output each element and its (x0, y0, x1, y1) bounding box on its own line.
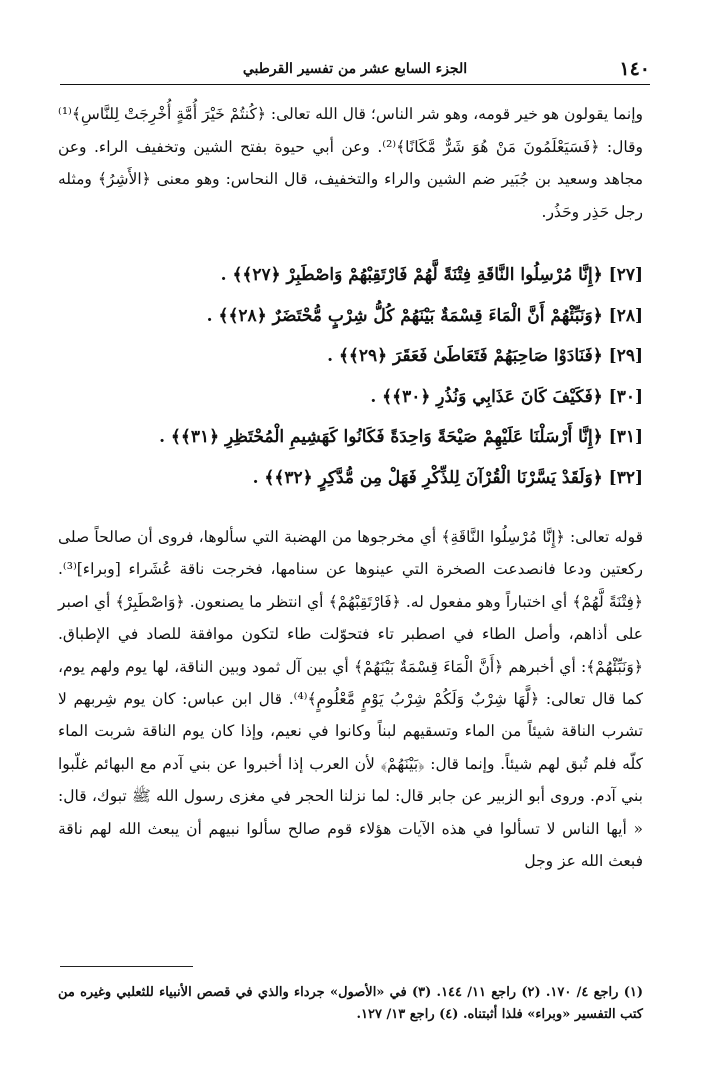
page-number: ١٤٠ (619, 58, 650, 80)
verse-28: [٢٨] ﴿وَنَبِّئْهُمْ أَنَّ الْمَاءَ قِسْمَةٌ بَيْنَهُمْ كُلُّ شِرْبٍ مُّحْتَضَرٌ ﴿٢٨﴾﴾ . (206, 305, 643, 326)
intro-paragraph: وإنما يقولون هو خير قومه، وهو شر الناس؛ قال الله تعالى: ﴿كُنتُمْ خَيْرَ أُمَّةٍ أُخْرِجَتْ لِلنَّاسِ﴾⁽¹⁾ وقال: ﴿فَسَيَعْلَمُونَ مَنْ هُوَ شَرٌّ مَّكَانًا﴾⁽²⁾. وعن أبي حيوة بفتح الشين وتخفيف الراء. وعن مجاهد وسعيد بن جُبَير ضم الشين والراء والتخفيف، قال النحاس: وهو معنى ﴿الأَشِرُ﴾ ومثله رجل حَذِر وحَذُر. (58, 105, 643, 221)
verse-27: [٢٧] ﴿إِنَّا مُرْسِلُوا النَّاقَةِ فِتْنَةً لَّهُمْ فَارْتَقِبْهُمْ وَاصْطَبِرْ ﴿٢٧﴾﴾ . (220, 265, 643, 285)
commentary-paragraph: قوله تعالى: ﴿إِنَّا مُرْسِلُوا النَّاقَةِ﴾ أي مخرجوها من الهضبة التي سألوها، فروى أن صالحاً صلى ركعتين ودعا فانصدعت الصخرة التي عينوها عن سنامها، فخرجت ناقة عُشَراء [وبراء]⁽³⁾. ﴿فِتْنَةً لَّهُمْ﴾ أي اختباراً وهو مفعول له. ﴿فَارْتَقِبْهُمْ﴾ أي انتظر ما يصنعون. ﴿وَاصْطَبِرْ﴾ أي اصبر على أذاهم، وأصل الطاء في اصطبر تاء فتحوّلت طاء لتكون موافقة للصاد في الإطباق. ﴿وَنَبِّئْهُمْ﴾: أي أخبرهم ﴿أَنَّ الْمَاءَ قِسْمَةٌ بَيْنَهُمْ﴾ أي بين آل ثمود وبين الناقة، لها يوم ولهم يوم، كما قال تعالى: ﴿لَّهَا شِرْبٌ وَلَكُمْ شِرْبُ يَوْمٍ مَّعْلُومٍ﴾⁽⁴⁾. قال ابن عباس: كان يوم شِربهم لا تشرب الناقة شيئاً من الماء وتسقيهم لبناً وكانوا في نعيم، وإذا كان يوم الناقة شربت الماء كلّه فلم تُبق لهم شيئاً. وإنما قال: ﴿بَيْنَهُمْ﴾ لأن العرب إذا أخبروا عن بني آدم مع البهائم غلّبوا بني آدم. وروى أبو الزبير عن جابر قال: لما نزلنا الحجر في مغزى رسول الله ﷺ تبوك، قال: « أيها الناس لا تسألوا في هذه الآيات هؤلاء قوم صالح سألوا نبيهم أن يبعث الله لهم ناقة فبعث الله عز وجل (58, 528, 644, 871)
running-head: الجزء السابع عشر من تفسير القرطبي (242, 61, 468, 77)
footnote-separator (60, 966, 193, 967)
verse-list (58, 255, 643, 498)
page-header (60, 58, 650, 85)
verse-29: [٢٩] ﴿فَنَادَوْا صَاحِبَهُمْ فَتَعَاطَىٰ فَعَقَرَ ﴿٢٩﴾﴾ . (327, 346, 643, 366)
footnotes: (١) راجع ٤/ ١٧٠. (٢) راجع ١١/ ١٤٤. (٣) في «الأصول» جرداء والذي في قصص الأنبياء للثعلبي وغيره من كتب التفسير «وبراء» فلذا أثبتناه. (٤) راجع ١٣/ ١٢٧. (58, 985, 643, 1022)
verse-32: [٣٢] ﴿وَلَقَدْ يَسَّرْنَا الْقُرْآنَ لِلذِّكْرِ فَهَلْ مِن مُّدَّكِرٍ ﴿٣٢﴾﴾ . (252, 467, 643, 488)
verse-30: [٣٠] ﴿فَكَيْفَ كَانَ عَذَابِي وَنُذُرِ ﴿٣٠﴾﴾ . (370, 386, 643, 407)
verse-31: [٣١] ﴿إِنَّا أَرْسَلْنَا عَلَيْهِمْ صَيْحَةً وَاحِدَةً فَكَانُوا كَهَشِيمِ الْمُحْتَظِرِ ﴿٣١﴾﴾ . (159, 427, 643, 447)
